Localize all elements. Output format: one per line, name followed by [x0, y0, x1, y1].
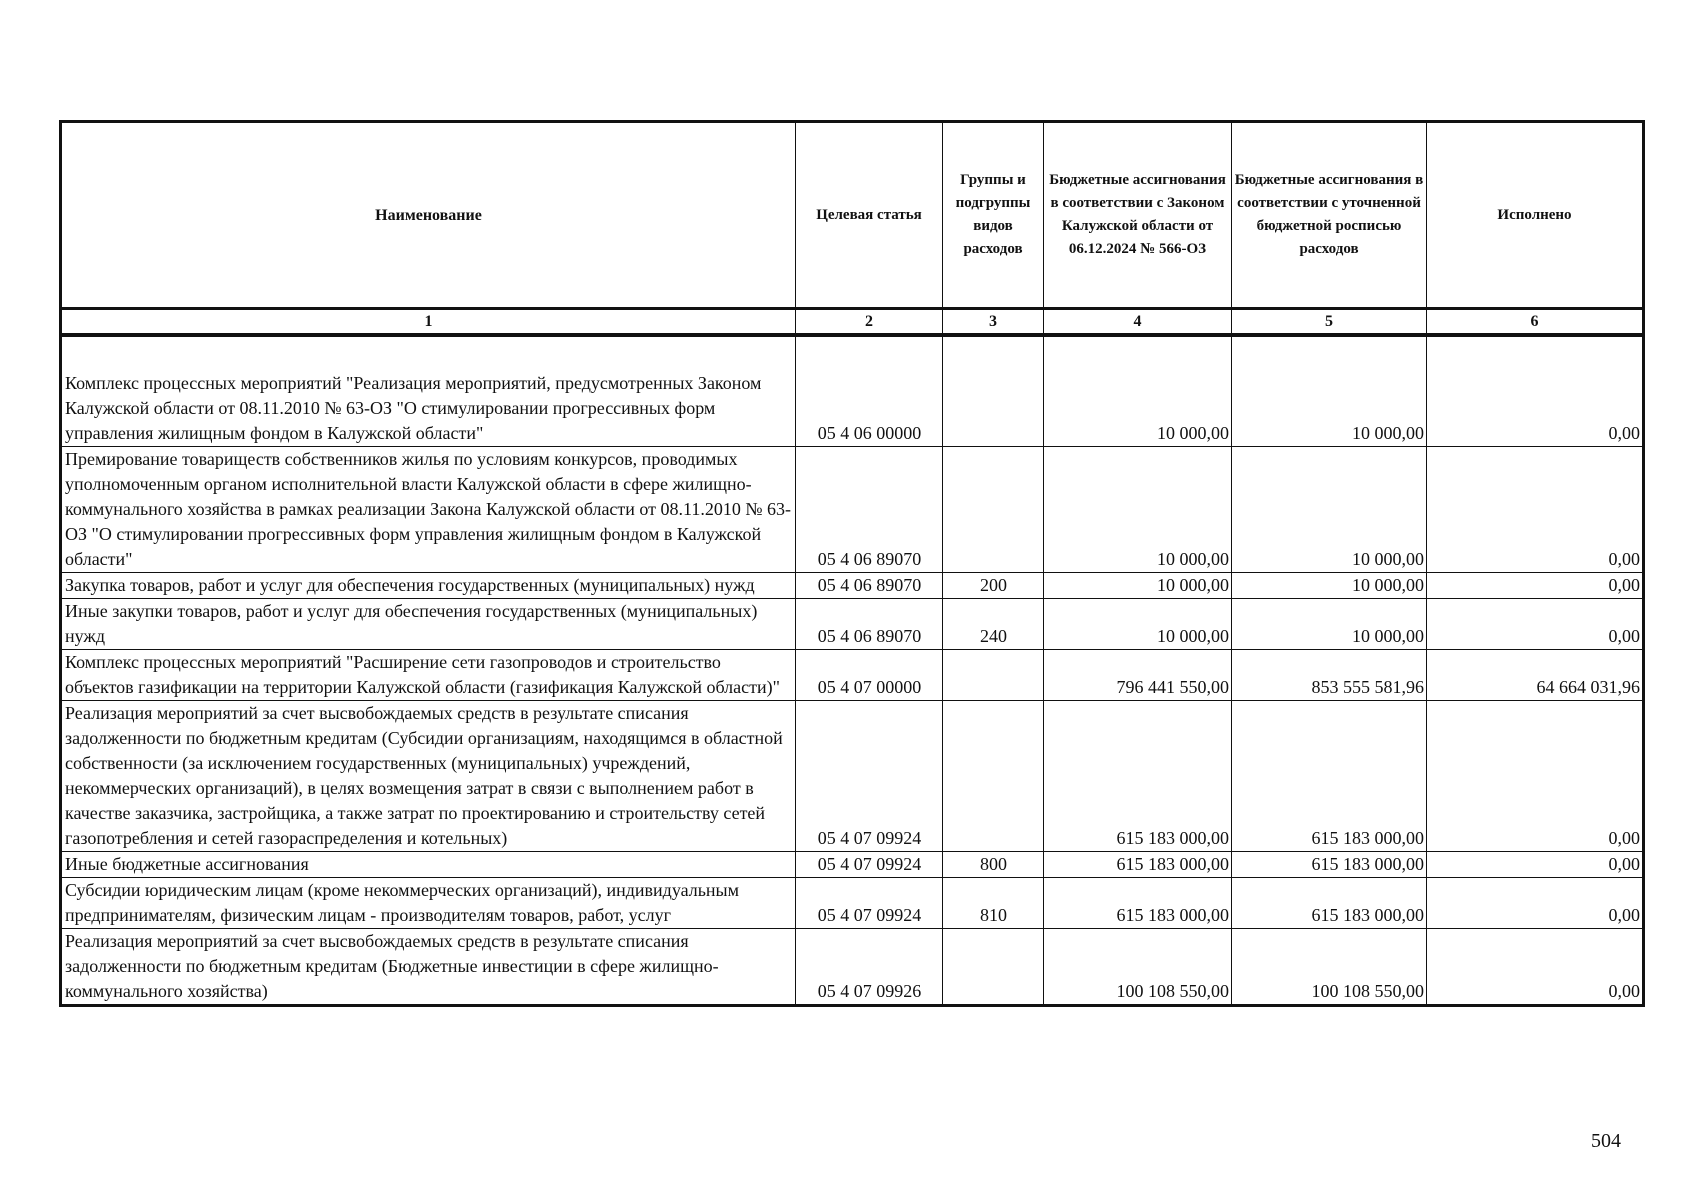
- column-number: 6: [1427, 309, 1644, 336]
- table-row: [61, 929, 1644, 1006]
- header-name: Наименование: [61, 122, 796, 309]
- row-law-allocation: 10 000,00: [1044, 447, 1232, 573]
- table-row: [61, 447, 1644, 573]
- row-executed: 0,00: [1427, 701, 1644, 852]
- row-executed: 0,00: [1427, 447, 1644, 573]
- header-law-allocations: Бюджетные ассигнования в соответствии с Законом Калужской области от 06.12.2024 № 566-ОЗ: [1044, 122, 1232, 309]
- row-expense-group: [943, 371, 1044, 447]
- row-expense-group: 200: [943, 573, 1044, 599]
- column-number: 4: [1044, 309, 1232, 336]
- budget-sheet: [59, 120, 1642, 1007]
- row-law-allocation: 796 441 550,00: [1044, 650, 1232, 701]
- column-number-row: [61, 309, 1644, 336]
- header-refined-allocations: Бюджетные ассигнования в соответствии с уточненной бюджетной росписью расходов: [1232, 122, 1427, 309]
- table-row: [61, 573, 1644, 599]
- row-name: Субсидии юридическим лицам (кроме некоммерческих организаций), индивидуальным предпринимателям, физическим лицам - производителям товаров, работ, услуг: [61, 878, 796, 929]
- row-law-allocation: 615 183 000,00: [1044, 878, 1232, 929]
- row-executed: 0,00: [1427, 929, 1644, 1006]
- spacer-row: [61, 335, 1644, 371]
- row-refined-allocation: 100 108 550,00: [1232, 929, 1427, 1006]
- row-refined-allocation: 10 000,00: [1232, 371, 1427, 447]
- budget-table: [59, 120, 1645, 1007]
- row-law-allocation: 615 183 000,00: [1044, 852, 1232, 878]
- spacer-cell: [943, 335, 1044, 371]
- row-name: Комплекс процессных мероприятий "Расширение сети газопроводов и строительство объектов газификации на территории Калужской области (газификация Калужской области)": [61, 650, 796, 701]
- row-name: Премирование товариществ собственников жилья по условиям конкурсов, проводимых уполномоченным органом исполнительной власти Калужской области в сфере жилищно-коммунального хозяйства в рамках реализации Закона Калужской области от 08.11.2010 № 63-ОЗ "О стимулировании прогрессивных форм управления жилищным фондом в Калужской области": [61, 447, 796, 573]
- row-law-allocation: 615 183 000,00: [1044, 701, 1232, 852]
- row-executed: 0,00: [1427, 852, 1644, 878]
- row-expense-group: [943, 650, 1044, 701]
- row-expense-group: [943, 701, 1044, 852]
- row-refined-allocation: 615 183 000,00: [1232, 878, 1427, 929]
- row-target-article: 05 4 07 09924: [796, 852, 943, 878]
- column-number: 5: [1232, 309, 1427, 336]
- header-executed: Исполнено: [1427, 122, 1644, 309]
- row-target-article: 05 4 07 09926: [796, 929, 943, 1006]
- row-name: Закупка товаров, работ и услуг для обеспечения государственных (муниципальных) нужд: [61, 573, 796, 599]
- row-expense-group: [943, 447, 1044, 573]
- row-target-article: 05 4 07 09924: [796, 701, 943, 852]
- row-target-article: 05 4 06 00000: [796, 371, 943, 447]
- row-executed: 0,00: [1427, 599, 1644, 650]
- row-expense-group: 810: [943, 878, 1044, 929]
- row-target-article: 05 4 06 89070: [796, 447, 943, 573]
- row-refined-allocation: 615 183 000,00: [1232, 852, 1427, 878]
- row-executed: 64 664 031,96: [1427, 650, 1644, 701]
- table-row: [61, 852, 1644, 878]
- spacer-cell: [1232, 335, 1427, 371]
- row-law-allocation: 100 108 550,00: [1044, 929, 1232, 1006]
- row-refined-allocation: 10 000,00: [1232, 573, 1427, 599]
- header-expense-groups: Группы и подгруппы видов расходов: [943, 122, 1044, 309]
- row-law-allocation: 10 000,00: [1044, 371, 1232, 447]
- row-executed: 0,00: [1427, 878, 1644, 929]
- row-expense-group: [943, 929, 1044, 1006]
- row-refined-allocation: 615 183 000,00: [1232, 701, 1427, 852]
- header-target-article: Целевая статья: [796, 122, 943, 309]
- row-executed: 0,00: [1427, 371, 1644, 447]
- row-target-article: 05 4 07 00000: [796, 650, 943, 701]
- spacer-cell: [1044, 335, 1232, 371]
- column-number: 2: [796, 309, 943, 336]
- row-name: Иные закупки товаров, работ и услуг для обеспечения государственных (муниципальных) нужд: [61, 599, 796, 650]
- header-row: [61, 122, 1644, 309]
- row-law-allocation: 10 000,00: [1044, 573, 1232, 599]
- row-expense-group: 800: [943, 852, 1044, 878]
- row-target-article: 05 4 07 09924: [796, 878, 943, 929]
- page-number: 504: [1591, 1130, 1621, 1152]
- row-name: Иные бюджетные ассигнования: [61, 852, 796, 878]
- row-name: Реализация мероприятий за счет высвобождаемых средств в результате списания задолженности по бюджетным кредитам (Бюджетные инвестиции в сфере жилищно-коммунального хозяйства): [61, 929, 796, 1006]
- row-refined-allocation: 853 555 581,96: [1232, 650, 1427, 701]
- row-refined-allocation: 10 000,00: [1232, 447, 1427, 573]
- row-name: Комплекс процессных мероприятий "Реализация мероприятий, предусмотренных Законом Калужской области от 08.11.2010 № 63-ОЗ "О стимулировании прогрессивных форм управления жилищным фондом в Калужской области": [61, 371, 796, 447]
- table-row: [61, 650, 1644, 701]
- row-target-article: 05 4 06 89070: [796, 599, 943, 650]
- row-refined-allocation: 10 000,00: [1232, 599, 1427, 650]
- row-law-allocation: 10 000,00: [1044, 599, 1232, 650]
- column-number: 1: [61, 309, 796, 336]
- row-target-article: 05 4 06 89070: [796, 573, 943, 599]
- row-name: Реализация мероприятий за счет высвобождаемых средств в результате списания задолженности по бюджетным кредитам (Субсидии организациям, находящимся в областной собственности (за исключением государственных (муниципальных) учреждений, некоммерческих организаций), в целях возмещения затрат в связи с выполнением работ в качестве заказчика, застройщика, а также затрат по проектированию и строительству сетей газопотребления и сетей газораспределения и котельных): [61, 701, 796, 852]
- row-expense-group: 240: [943, 599, 1044, 650]
- spacer-cell: [1427, 335, 1644, 371]
- spacer-cell: [61, 335, 796, 371]
- table-row: [61, 878, 1644, 929]
- row-executed: 0,00: [1427, 573, 1644, 599]
- table-row: [61, 701, 1644, 852]
- table-row: [61, 371, 1644, 447]
- column-number: 3: [943, 309, 1044, 336]
- table-row: [61, 599, 1644, 650]
- spacer-cell: [796, 335, 943, 371]
